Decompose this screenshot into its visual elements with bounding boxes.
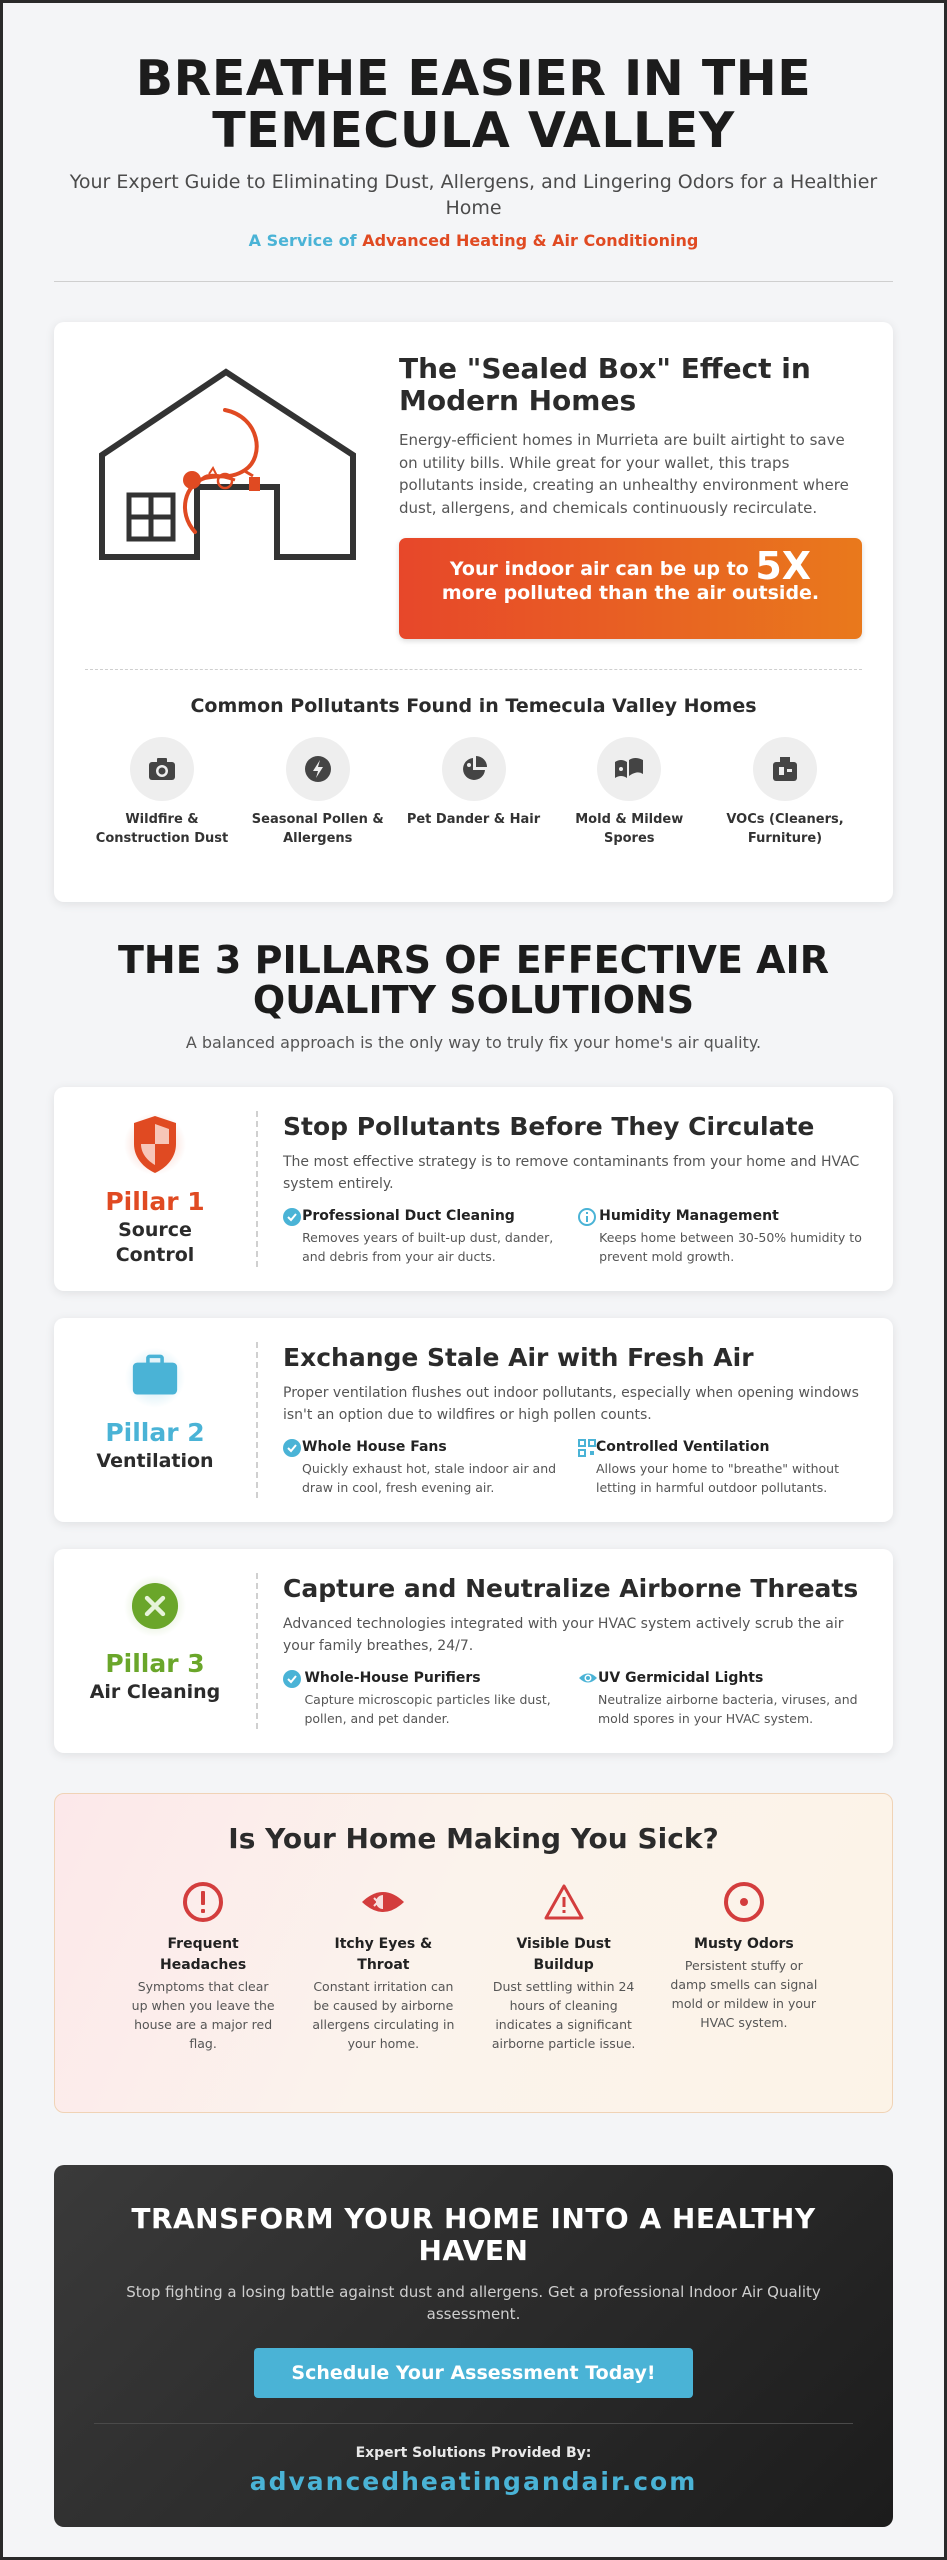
feature-desc: Neutralize airborne bacteria, viruses, and mold spores in your HVAC system. [598,1692,858,1726]
symptom-desc: Constant irritation can be caused by airborne allergens circulating in your home. [312,1979,455,2051]
feature-desc: Removes years of built-up dust, dander, and debris from your air ducts. [302,1230,554,1264]
check-circle-icon [283,1438,302,1497]
pollutant-item [710,737,860,848]
feature-title: Whole House Fans [302,1439,447,1455]
pollutant-label: Seasonal Pollen & Allergens [251,812,384,846]
pillars-title-line1: THE 3 PILLARS OF EFFECTIVE AIR [118,938,829,982]
feature-title: Controlled Ventilation [596,1439,770,1455]
pillar-name-text: Source Control [115,1219,195,1266]
pillar-card-1 [54,1087,893,1291]
pollution-stat-banner [399,538,862,639]
sealed-box-card [54,322,893,902]
symptoms-title: Is Your Home Making You Sick? [228,1822,719,1855]
pillar-desc: The most effective strategy is to remove contaminants from your home and HVAC system entirely. [283,1154,860,1192]
pillar-card-2 [54,1318,893,1522]
check-circle-icon [283,1207,302,1266]
exclamation-circle-icon [129,1880,277,1924]
sealed-box-title: The "Sealed Box" Effect in Modern Homes [399,352,811,417]
pillars-title [54,940,893,1020]
page-title-line1: BREATHE EASIER IN THE [135,50,812,107]
service-line [54,231,893,250]
cta-title [54,2203,893,2267]
shield-icon [124,1113,186,1175]
header-divider [54,281,893,282]
check-circle-icon [283,1669,304,1728]
service-prefix: A Service of [248,231,363,250]
stat-big-number: 5X [755,544,812,588]
briefcase-icon [124,1344,186,1406]
grid-icon [578,1438,596,1497]
website-link[interactable]: advancedheatingandair.com [249,2467,698,2496]
pillar-1-label [54,1111,258,1267]
pollutants-title: Common Pollutants Found in Temecula Valley Homes [190,695,757,717]
pillar-1-content [258,1111,893,1267]
feature-desc: Allows your home to "breathe" without letting in harmful outdoor pollutants. [596,1461,839,1495]
pillars-subtitle: A balanced approach is the only way to truly fix your home's air quality. [185,1033,762,1052]
pollutant-item [243,737,393,848]
pillar-card-3 [54,1549,893,1753]
pillar-name: Ventilation [96,1450,214,1472]
page-title [54,50,893,159]
eye-icon [578,1669,598,1728]
pollutants-list [85,737,862,848]
symptom-desc: Persistent stuffy or damp smells can signal mold or mildew in your HVAC system. [670,1958,818,2030]
feature-title: Whole-House Purifiers [304,1670,481,1686]
mold-icon [597,737,661,801]
pillars-heading [54,940,893,1052]
symptom-desc: Dust settling within 24 hours of cleaning indicates a significant airborne particle issue. [491,1979,636,2051]
pillar-title: Capture and Neutralize Airborne Threats [283,1574,859,1603]
dot-circle-icon [670,1880,818,1924]
feature-title: UV Germicidal Lights [598,1670,764,1686]
stat-prefix: Your indoor air can be up to [449,558,756,580]
sealed-box-body: Energy-efficient homes in Murrieta are built airtight to save on utility bills. While great for your wallet, this traps pollutants inside, creating an unhealthy environment where dust, allergens, and chemicals continuously recirculate. [399,431,849,517]
cta-title-line1: TRANSFORM YOUR HOME INTO A HEALTHY [131,2202,816,2235]
content-wrap [54,3,893,2527]
info-circle-icon [578,1207,599,1266]
pillar-desc: Proper ventilation flushes out indoor pollutants, especially when opening windows isn't an option due to wildfires or high pollen counts. [283,1385,859,1423]
cta-divider [94,2423,853,2424]
eye-slash-icon [309,1880,457,1924]
pillar-features [283,1207,873,1266]
hero-header [54,3,893,250]
symptom-title: Musty Odors [694,1936,794,1952]
symptom-item [490,1880,638,2053]
feature-desc: Keeps home between 30-50% humidity to prevent mold growth. [599,1230,862,1264]
symptoms-list [55,1880,892,2053]
feature-item [578,1438,873,1497]
pillar-title: Stop Pollutants Before They Circulate [283,1112,815,1141]
symptom-item [129,1880,277,2053]
symptom-title: Frequent Headaches [160,1936,247,1973]
pillar-features [283,1438,873,1497]
pillar-2-content [258,1342,893,1498]
pollutant-label: Wildfire & Construction Dust [95,812,229,846]
pillar-name: Air Cleaning [89,1681,221,1703]
pillar-features [283,1669,873,1728]
sealed-box-text [399,352,862,639]
cta-section [54,2165,893,2527]
pillar-name [54,1218,256,1268]
feature-desc: Capture microscopic particles like dust, pollen, and pet dander. [304,1692,551,1726]
feature-item [578,1669,873,1728]
pillar-3-content [258,1573,893,1729]
symptoms-section [54,1793,893,2113]
pollutant-item [87,737,237,848]
pollutant-label: Pet Dander & Hair [406,812,541,827]
pollutant-item [399,737,549,848]
page-subtitle: Your Expert Guide to Eliminating Dust, Allergens, and Lingering Odors for a Healthier Home [69,171,878,219]
page-title-line2: TEMECULA VALLEY [212,102,735,159]
pillar-2-label [54,1342,258,1498]
cta-body: Stop fighting a losing battle against dust and allergens. Get a professional Indoor Air Quality assessment. [126,2283,821,2323]
schedule-assessment-button[interactable]: Schedule Your Assessment Today! [254,2348,693,2398]
symptom-title: Itchy Eyes & Throat [334,1936,433,1973]
stat-suffix: more polluted than the air outside. [441,582,820,604]
pollutant-label: VOCs (Cleaners, Furniture) [726,812,844,846]
feature-item [283,1438,578,1497]
pillar-number: Pillar 3 [105,1649,205,1678]
feature-title: Professional Duct Cleaning [302,1208,515,1224]
house-illustration [85,352,399,592]
feature-desc: Quickly exhaust hot, stale indoor air and draw in cool, fresh evening air. [302,1461,557,1495]
pillar-title: Exchange Stale Air with Fresh Air [283,1343,754,1372]
bottle-icon [753,737,817,801]
x-circle-icon [124,1575,186,1637]
symptom-desc: Symptoms that clear up when you leave the house are a major red flag. [131,1979,275,2051]
warning-triangle-icon [490,1880,638,1924]
pillar-3-label [54,1573,258,1729]
symptom-item [309,1880,457,2053]
pillar-desc: Advanced technologies integrated with your HVAC system actively scrub the air your family breathes, 24/7. [283,1616,844,1654]
symptom-title: Visible Dust Buildup [516,1936,611,1973]
house-pollution-icon [85,352,399,592]
cta-title-line2: HAVEN [418,2234,529,2267]
pollutant-item [554,737,704,848]
pollutant-label: Mold & Mildew Spores [575,812,684,846]
pillars-title-line2: QUALITY SOLUTIONS [252,978,695,1022]
pollutants-divider [85,669,862,670]
bolt-icon [286,737,350,801]
pillar-number: Pillar 2 [105,1418,205,1447]
symptom-item [670,1880,818,2053]
feature-item [578,1207,873,1266]
feature-item [283,1669,578,1728]
camera-icon [130,737,194,801]
service-company: Advanced Heating & Air Conditioning [362,231,699,250]
provided-by-label: Expert Solutions Provided By: [355,2445,592,2461]
pillar-number: Pillar 1 [105,1187,205,1216]
feature-item [283,1207,578,1266]
pie-icon [442,737,506,801]
feature-title: Humidity Management [599,1208,779,1224]
